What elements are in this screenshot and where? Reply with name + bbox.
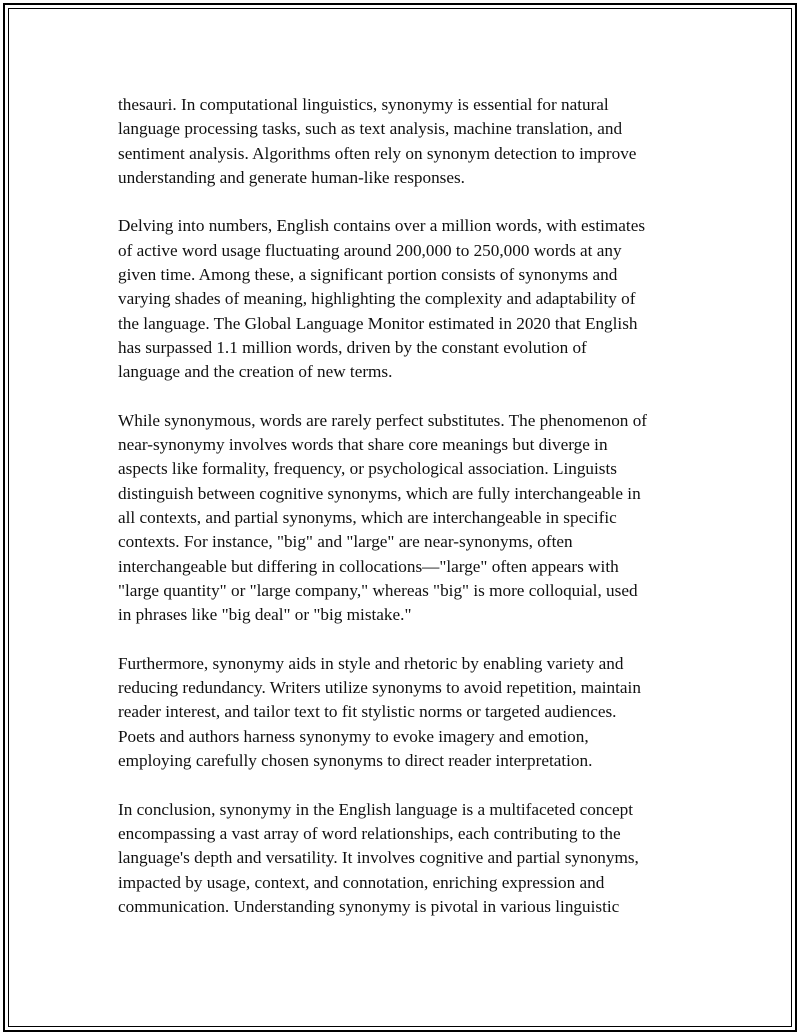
text-line: reducing redundancy. Writers utilize synonyms to avoid repetition, maintain	[118, 678, 641, 698]
text-line: aspects like formality, frequency, or psychological association. Linguists	[118, 459, 617, 479]
text-line: communication. Understanding synonymy is pivotal in various linguistic	[118, 896, 620, 916]
text-line: Furthermore, synonymy aids in style and rhetoric by enabling variety and	[118, 653, 624, 673]
paragraph-nlp	[118, 93, 698, 190]
text-line: in phrases like "big deal" or "big mistake."	[118, 605, 412, 625]
text-line: language and the creation of new terms.	[118, 362, 393, 382]
text-line: Delving into numbers, English contains over a million words, with estimates	[118, 216, 646, 236]
text-line: contexts. For instance, "big" and "large" are near-synonyms, often	[118, 532, 573, 552]
text-line: employing carefully chosen synonyms to direct reader interpretation.	[118, 751, 593, 771]
text-line: near-synonymy involves words that share core meanings but diverge in	[118, 435, 608, 455]
text-line: understanding and generate human-like responses.	[118, 167, 465, 187]
paragraph-numbers	[118, 214, 698, 384]
text-line: interchangeable but differing in collocations—"large" often appears with	[118, 556, 619, 576]
text-line: While synonymous, words are rarely perfect substitutes. The phenomenon of	[118, 410, 648, 430]
text-line: has surpassed 1.1 million words, driven by the constant evolution of	[118, 337, 587, 357]
text-line: Poets and authors harness synonymy to evoke imagery and emotion,	[118, 726, 589, 746]
text-line: sentiment analysis. Algorithms often rely on synonym detection to improve	[118, 143, 637, 163]
document-body	[118, 93, 698, 919]
text-line: given time. Among these, a significant portion consists of synonyms and	[118, 265, 618, 285]
text-line: all contexts, and partial synonyms, which are interchangeable in specific	[118, 508, 617, 528]
text-line: "large quantity" or "large company," whereas "big" is more colloquial, used	[118, 580, 638, 600]
text-line: In conclusion, synonymy in the English language is a multifaceted concept	[118, 799, 634, 819]
paragraph-conclusion	[118, 798, 698, 919]
text-line: the language. The Global Language Monitor estimated in 2020 that English	[118, 313, 638, 333]
text-line: reader interest, and tailor text to fit stylistic norms or targeted audiences.	[118, 702, 617, 722]
text-line: of active word usage fluctuating around 200,000 to 250,000 words at any	[118, 240, 622, 260]
text-line: language's depth and versatility. It involves cognitive and partial synonyms,	[118, 848, 639, 868]
text-line: language processing tasks, such as text analysis, machine translation, and	[118, 119, 623, 139]
text-line: thesauri. In computational linguistics, synonymy is essential for natural	[118, 95, 609, 114]
paragraph-style-rhetoric	[118, 652, 698, 773]
text-line: impacted by usage, context, and connotation, enriching expression and	[118, 872, 605, 892]
text-line: distinguish between cognitive synonyms, which are fully interchangeable in	[118, 483, 641, 503]
text-line: varying shades of meaning, highlighting the complexity and adaptability of	[118, 289, 636, 309]
text-line: encompassing a vast array of word relationships, each contributing to the	[118, 823, 621, 843]
paragraph-near-synonymy	[118, 409, 698, 628]
